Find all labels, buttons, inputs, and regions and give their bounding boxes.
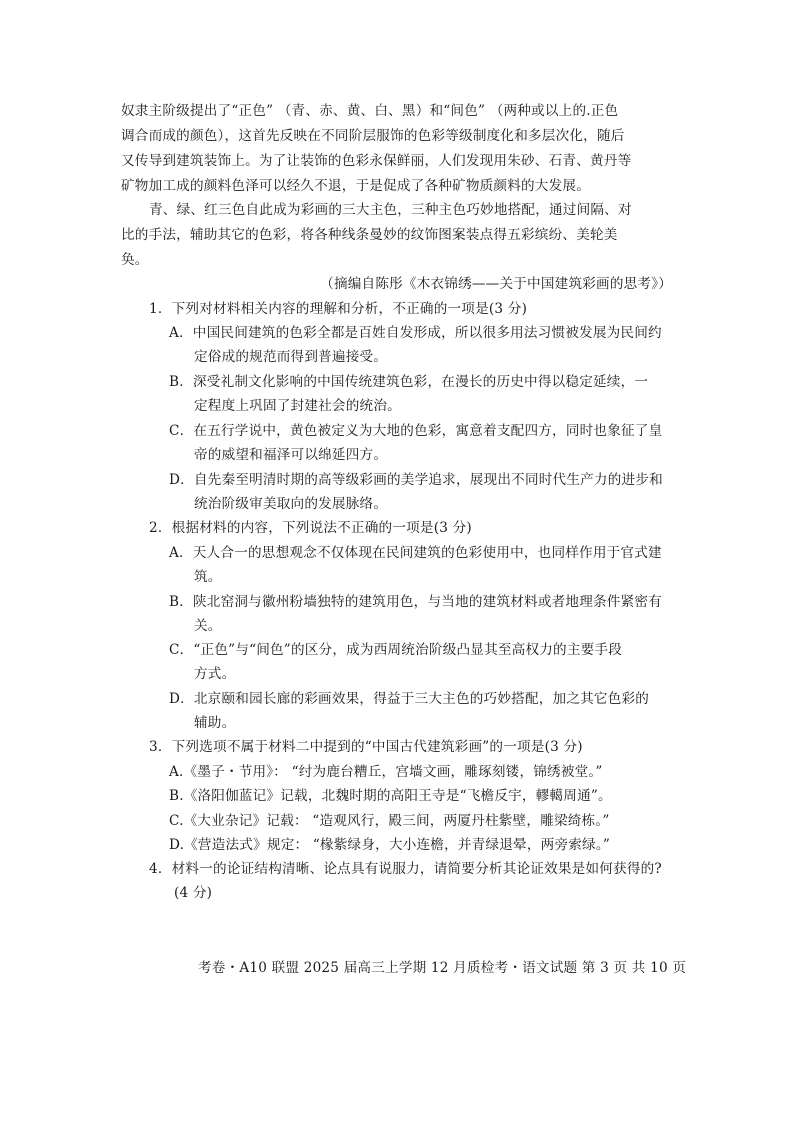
- source-attribution: （摘编自陈彤《木衣锦绣——关于中国建筑彩画的思考》）: [320, 276, 672, 292]
- question-4-stem-cont: (4 分): [174, 885, 213, 901]
- question-3-option-c: C.《大业杂记》记载： “造观风行，殿三间，两厦丹柱紫壁，雕梁绮栋。”: [169, 813, 610, 829]
- question-3-stem: 3．下列选项不属于材料二中提到的“中国古代建筑彩画”的一项是(3 分): [149, 739, 583, 755]
- question-3-option-d: D.《营造法式》规定： “椽紫绿身，大小连檐，并青绿退晕，两旁索绿。”: [169, 837, 610, 853]
- question-3-option-a: A.《墨子・节用》： “纣为鹿台糟丘，宫墙文画，雕琢刻镂，锦绣被堂。”: [169, 764, 603, 780]
- question-2-stem: 2．根据材料的内容，下列说法不正确的一项是(3 分): [149, 520, 472, 536]
- intro-line: 奴隶主阶级提出了“正色” （青、赤、黄、白、黑）和“间色” （两种或以上的.正色: [121, 103, 619, 119]
- question-1-option-d-cont: 统治阶级审美取向的发展脉络。: [194, 496, 388, 512]
- question-1-option-b-cont: 定程度上巩固了封建社会的统治。: [194, 398, 401, 414]
- question-1-option-a-cont: 定俗成的规范而得到普遍接受。: [194, 349, 388, 365]
- question-1-option-a: A．中国民间建筑的色彩全都是百姓自发形成，所以很多用法习惯被发展为民间约: [169, 325, 662, 341]
- intro-line: 又传导到建筑装饰上。为了让装饰的色彩永保鲜丽，人们发现用朱砂、石青、黄丹等: [121, 153, 632, 169]
- intro-line: 调合而成的颜色），这首先反映在不同阶层服饰的色彩等级制度化和多层次化，随后: [121, 128, 625, 144]
- paragraph-line: 比的手法，辅助其它的色彩，将各种线条曼妙的纹饰图案装点得五彩缤纷、美轮美: [121, 227, 618, 243]
- paragraph-line: 青、绿、红三色自此成为彩画的三大主色，三种主色巧妙地搭配，通过间隔、对: [149, 202, 632, 218]
- question-1-option-c-cont: 帝的威望和福泽可以绵延四方。: [194, 447, 388, 463]
- question-1-option-c: C．在五行学说中，黄色被定义为大地的色彩，寓意着支配四方，同时也象征了皇: [169, 423, 663, 439]
- page-footer: 考卷・A10 联盟 2025 届高三上学期 12 月质检考・语文试题 第 3 页 共 10 页: [198, 960, 687, 976]
- intro-line: 矿物加工成的颜料色泽可以经久不退，于是促成了各种矿物质颜料的大发展。: [121, 178, 590, 194]
- question-2-option-c: C．“正色”与“间色”的区分，成为西周统治阶级凸显其至高权力的主要手段: [169, 642, 623, 658]
- question-2-option-a: A．天人合一的思想观念不仅体现在民间建筑的色彩使用中，也同样作用于官式建: [169, 545, 662, 561]
- question-1-option-d: D．自先秦至明清时期的高等级彩画的美学追求，展现出不同时代生产力的进步和: [169, 472, 663, 488]
- question-3-option-b: B.《洛阳伽蓝记》记载，北魏时期的高阳王寺是“飞檐反宇，轇轕周通”。: [169, 788, 612, 804]
- question-2-option-c-cont: 方式。: [194, 666, 236, 682]
- question-2-option-b: B．陕北窑洞与徽州粉墙独特的建筑用色，与当地的建筑材料或者地理条件紧密有: [169, 594, 662, 610]
- question-1-option-b: B．深受礼制文化影响的中国传统建筑色彩，在漫长的历史中得以稳定延续，一: [169, 374, 649, 390]
- question-2-option-a-cont: 筑。: [194, 569, 222, 585]
- question-2-option-d: D．北京颐和园长廊的彩画效果，得益于三大主色的巧妙搭配，加之其它色彩的: [169, 691, 650, 707]
- question-4-stem: 4．材料一的论证结构清晰、论点具有说服力，请简要分析其论证效果是如何获得的?: [149, 861, 662, 877]
- question-1-stem: 1．下列对材料相关内容的理解和分析，不正确的一项是(3 分): [149, 301, 528, 317]
- question-2-option-b-cont: 关。: [194, 618, 222, 634]
- paragraph-line: 奂。: [121, 252, 149, 268]
- question-2-option-d-cont: 辅助。: [194, 715, 236, 731]
